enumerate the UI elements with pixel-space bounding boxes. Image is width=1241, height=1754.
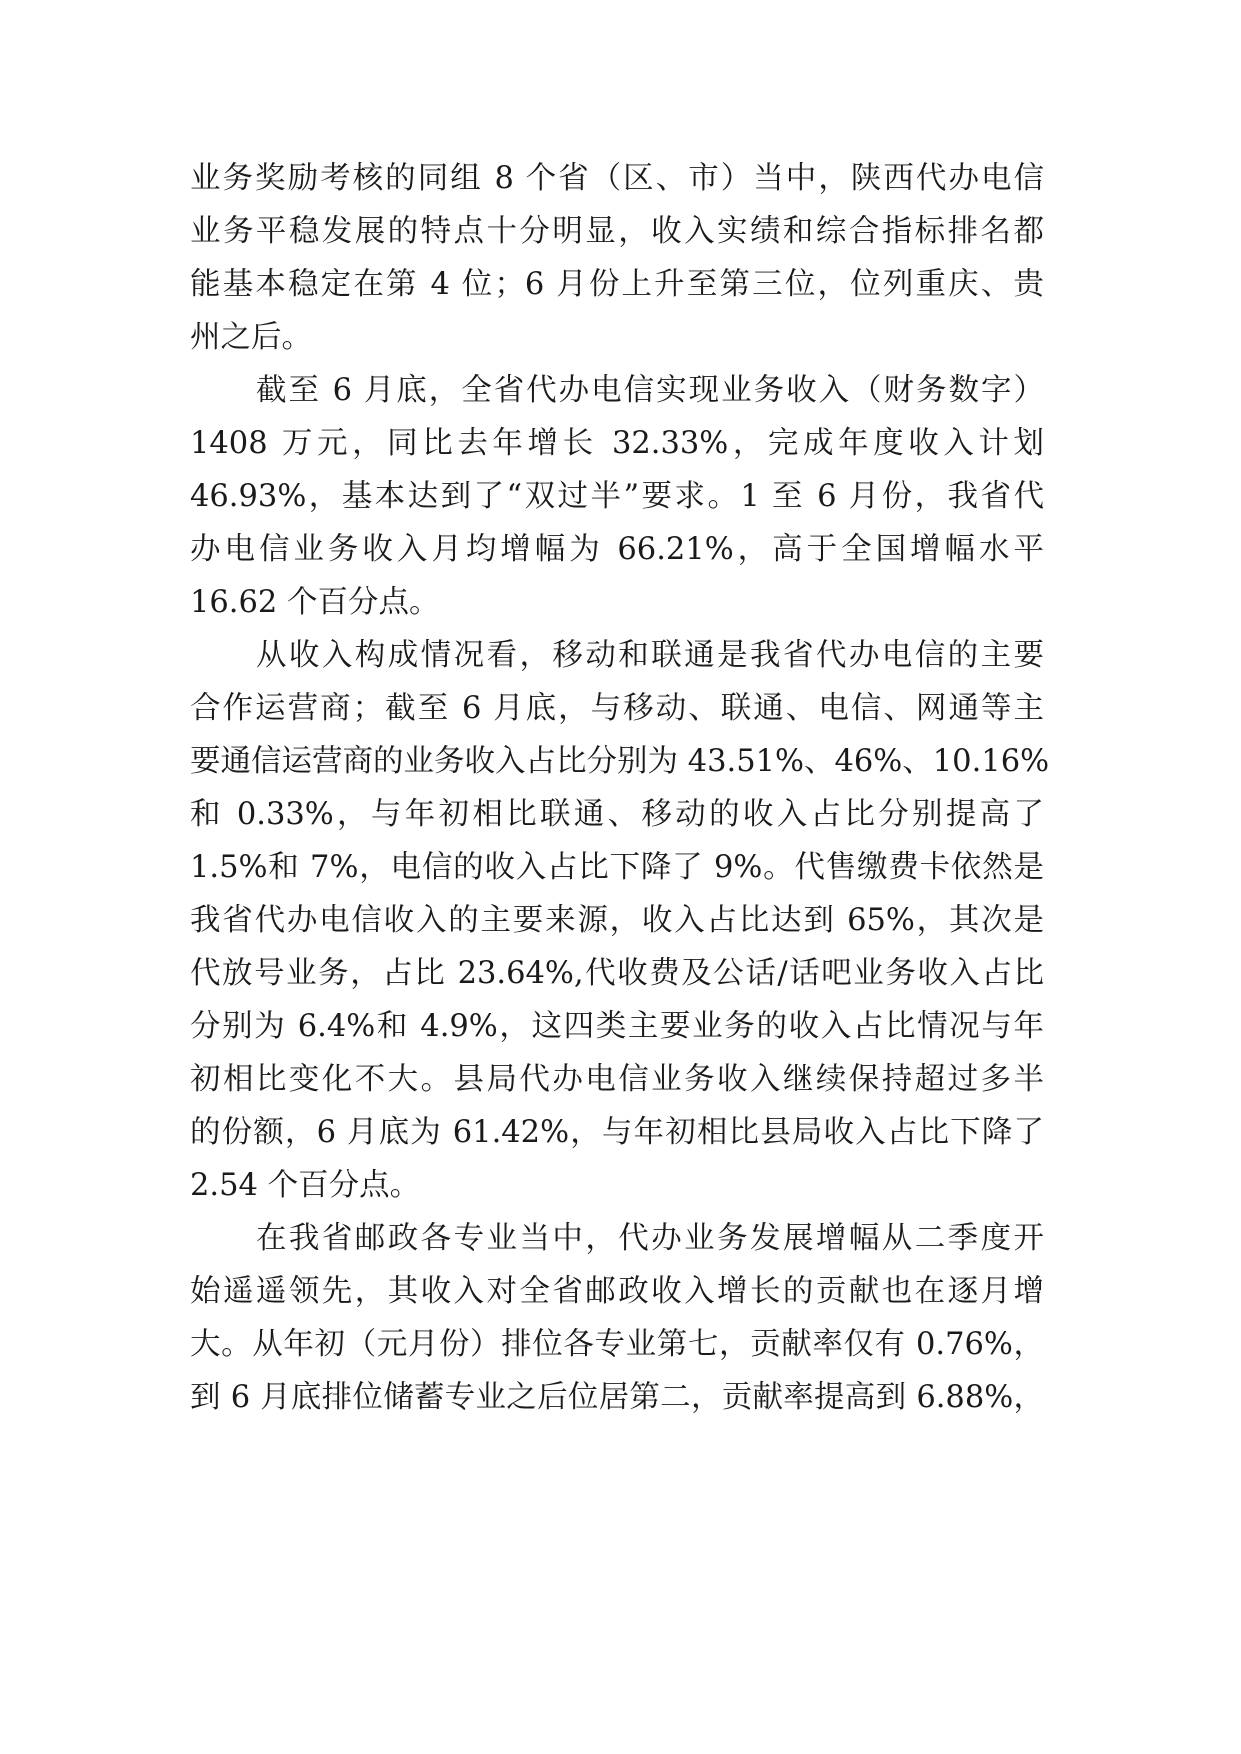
paragraph-1-line-4: 州之后。 — [190, 320, 312, 355]
paragraph-3-line-6: 我省代办电信收入的主要来源，收入占比达到 65%，其次是 — [190, 903, 1044, 938]
paragraph-3-line-2: 合作运营商；截至 6 月底，与移动、联通、电信、网通等主 — [190, 691, 1044, 726]
paragraph-1-line-3: 能基本稳定在第 4 位；6 月份上升至第三位，位列重庆、贵 — [190, 267, 1044, 302]
paragraph-2-line-3: 46.93%，基本达到了“双过半”要求。1 至 6 月份，我省代 — [190, 479, 1044, 514]
paragraph-3-line-11: 2.54 个百分点。 — [190, 1168, 421, 1203]
paragraph-1-line-1: 业务奖励考核的同组 8 个省（区、市）当中，陕西代办电信 — [190, 161, 1044, 196]
paragraph-3-line-5: 1.5%和 7%，电信的收入占比下降了 9%。代售缴费卡依然是 — [190, 850, 1044, 885]
paragraph-3-line-3: 要通信运营商的业务收入占比分别为 43.51%、46%、10.16% — [190, 744, 1050, 779]
paragraph-3-line-10: 的份额，6 月底为 61.42%，与年初相比县局收入占比下降了 — [190, 1115, 1044, 1150]
paragraph-3-line-8: 分别为 6.4%和 4.9%，这四类主要业务的收入占比情况与年 — [190, 1009, 1044, 1044]
paragraph-2-line-5: 16.62 个百分点。 — [190, 585, 440, 620]
paragraph-3-line-1: 从收入构成情况看，移动和联通是我省代办电信的主要 — [256, 638, 1044, 673]
paragraph-3-line-7: 代放号业务，占比 23.64%,代收费及公话/话吧业务收入占比 — [190, 956, 1044, 991]
paragraph-2-line-2: 1408 万元，同比去年增长 32.33%，完成年度收入计划 — [190, 426, 1044, 461]
paragraph-2-line-1: 截至 6 月底，全省代办电信实现业务收入（财务数字） — [256, 373, 1044, 408]
paragraph-1-line-2: 业务平稳发展的特点十分明显，收入实绩和综合指标排名都 — [190, 214, 1044, 249]
paragraph-4-line-1: 在我省邮政各专业当中，代办业务发展增幅从二季度开 — [256, 1221, 1044, 1256]
paragraph-3-line-9: 初相比变化不大。县局代办电信业务收入继续保持超过多半 — [190, 1062, 1044, 1097]
paragraph-2-line-4: 办电信业务收入月均增幅为 66.21%，高于全国增幅水平 — [190, 532, 1044, 567]
paragraph-3-line-4: 和 0.33%，与年初相比联通、移动的收入占比分别提高了 — [190, 797, 1044, 832]
paragraph-4-line-4: 到 6 月底排位储蓄专业之后位居第二，贡献率提高到 6.88%， — [190, 1380, 1044, 1415]
paragraph-4-line-2: 始遥遥领先，其收入对全省邮政收入增长的贡献也在逐月增 — [190, 1274, 1044, 1309]
paragraph-4-line-3: 大。从年初（元月份）排位各专业第七，贡献率仅有 0.76%， — [190, 1327, 1044, 1362]
